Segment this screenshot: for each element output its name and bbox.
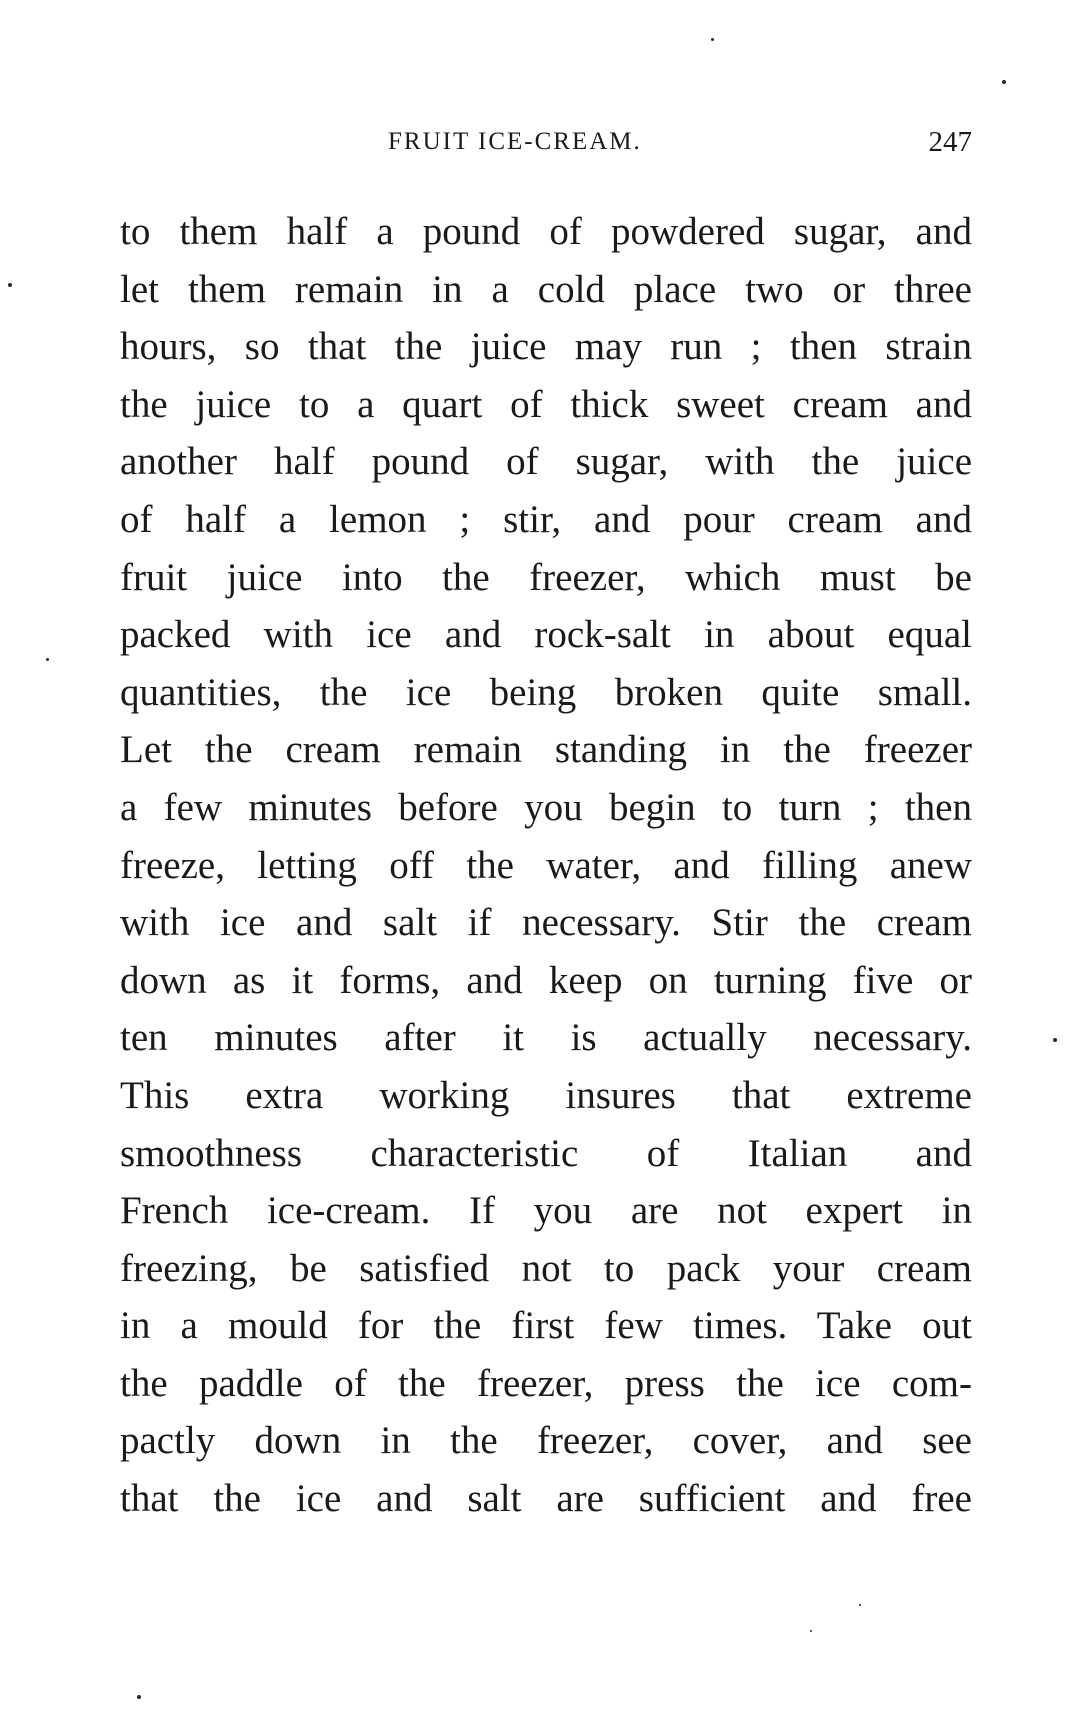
running-header [120, 122, 972, 162]
text-line: let them remain in a cold place two or three [120, 267, 972, 311]
scan-speck [1053, 1038, 1057, 1042]
text-line: smoothness characteristic of Italian and [120, 1131, 972, 1175]
text-line: in a mould for the first few times. Take out [120, 1304, 972, 1348]
text-line: of half a lemon ; stir, and pour cream and [120, 497, 972, 541]
text-line: with ice and salt if necessary. Stir the cream [120, 901, 972, 945]
text-line: Let the cream remain standing in the freezer [120, 728, 972, 772]
page-number: 247 [928, 126, 972, 158]
text-line: the juice to a quart of thick sweet cream and [120, 382, 972, 426]
text-line: a few minutes before you begin to turn ; then [120, 785, 972, 829]
running-title: FRUIT ICE-CREAM. [388, 128, 642, 155]
scan-speck [810, 1630, 812, 1632]
text-line: to them half a pound of powdered sugar, and [120, 210, 972, 253]
scan-speck [1002, 80, 1006, 84]
text-line: another half pound of sugar, with the juice [120, 440, 972, 484]
scan-speck [8, 283, 12, 287]
text-line: down as it forms, and keep on turning five or [120, 958, 972, 1002]
text-line: pactly down in the freezer, cover, and see [120, 1419, 972, 1463]
scan-speck [46, 658, 49, 661]
text-line: ten minutes after it is actually necessary. [120, 1016, 972, 1060]
text-line: quantities, the ice being broken quite small. [120, 670, 972, 714]
body-text [120, 203, 972, 1528]
text-line: freeze, letting off the water, and filling anew [120, 843, 972, 887]
text-line: This extra working insures that extreme [120, 1073, 972, 1117]
scan-speck [859, 1604, 861, 1606]
text-line: fruit juice into the freezer, which must be [120, 555, 972, 599]
text-line: French ice-cream. If you are not expert in [120, 1189, 972, 1233]
text-line: the paddle of the freezer, press the ice com- [120, 1361, 972, 1405]
text-line: hours, so that the juice may run ; then strain [120, 325, 972, 369]
scan-speck [137, 1695, 141, 1699]
text-line: freezing, be satisfied not to pack your cream [120, 1246, 972, 1290]
scan-speck [711, 38, 714, 41]
text-line: packed with ice and rock-salt in about equal [120, 613, 972, 657]
text-line: that the ice and salt are sufficient and free [120, 1477, 972, 1521]
